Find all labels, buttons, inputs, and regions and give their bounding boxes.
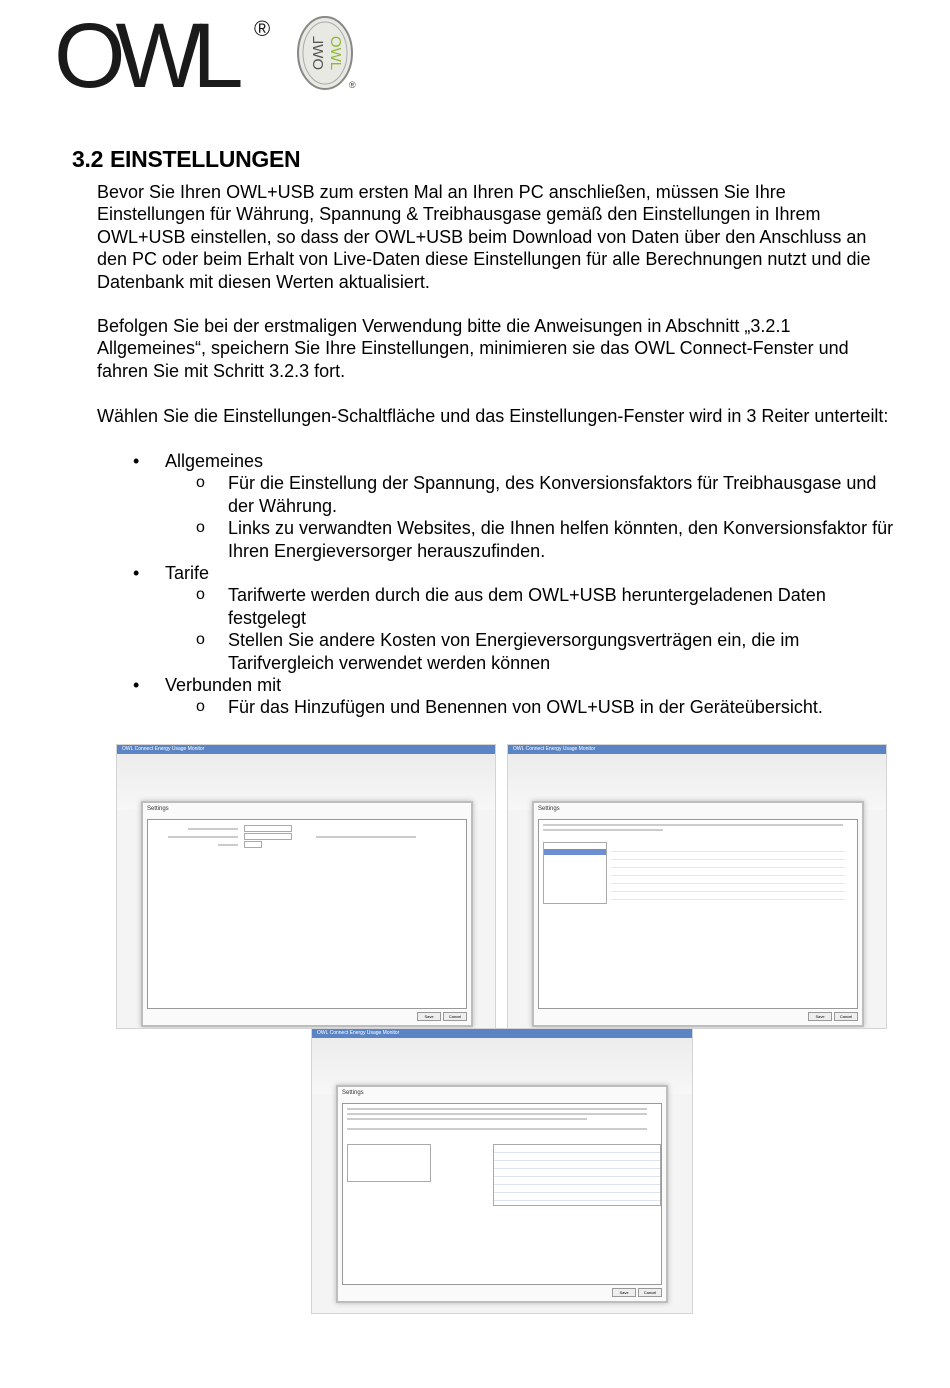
tab-panel — [147, 819, 467, 1009]
tab-list — [97, 450, 907, 719]
cancel-button[interactable]: Cancel — [638, 1288, 662, 1297]
badge-registered-mark: ® — [349, 80, 356, 90]
logo-wordmark: OWL — [54, 5, 234, 107]
tab-panel — [538, 819, 858, 1009]
paragraph-first-use: Befolgen Sie bei der erstmaligen Verwendung bitte die Anweisungen in Abschnitt „3.2.1 Allgemeines“, speichern Sie Ihre Einstellungen, minimieren sie das OWL Connect-Fenster und fahren Sie mit Schritt 3.2.3 fort. — [97, 316, 849, 381]
list-item-label: Allgemeines — [165, 451, 264, 471]
bullet-icon: • — [133, 563, 140, 584]
section-number: 3.2 — [72, 146, 104, 172]
screenshot-connected — [311, 1028, 693, 1314]
sub-item-text: Links zu verwandten Websites, die Ihnen helfen könnten, den Konversionsfaktor für Ihren Energieversorger herauszufinden. — [228, 518, 894, 561]
cancel-button[interactable]: Cancel — [834, 1012, 858, 1021]
section-title: EINSTELLUNGEN — [110, 146, 301, 172]
bullet-icon: • — [133, 675, 140, 696]
list-item — [97, 674, 907, 696]
screenshot-general — [116, 744, 496, 1029]
owl-logo — [52, 5, 362, 107]
save-button[interactable]: Save — [417, 1012, 441, 1021]
section-heading — [72, 146, 300, 173]
sub-item — [97, 696, 907, 718]
paragraph-tabs-intro: Wählen Sie die Einstellungen-Schaltfläche und das Einstellungen-Fenster wird in 3 Reiter unterteilt: — [97, 406, 889, 426]
save-button[interactable]: Save — [612, 1288, 636, 1297]
dialog-title: Settings — [147, 806, 169, 812]
dialog-title: Settings — [342, 1090, 364, 1096]
sub-item — [97, 472, 907, 517]
list-item — [97, 450, 907, 472]
sub-bullet-icon: o — [196, 631, 205, 649]
sub-item-text: Stellen Sie andere Kosten von Energieversorgungsverträgen ein, die im Tarifvergleich verwendet werden können — [228, 630, 800, 673]
sub-item-text: Für die Einstellung der Spannung, des Konversionsfaktors für Treibhausgase und der Währung. — [228, 473, 877, 516]
bullet-icon: • — [133, 451, 140, 471]
sub-bullet-icon: o — [196, 586, 205, 604]
sub-item — [97, 517, 907, 562]
sub-bullet-icon: o — [196, 519, 205, 537]
window-titlebar: OWL Connect Energy Usage Monitor — [312, 1029, 692, 1038]
sub-item-text: Tarifwerte werden durch die aus dem OWL+USB heruntergeladenen Daten festgelegt — [228, 585, 826, 628]
cancel-button[interactable]: Cancel — [443, 1012, 467, 1021]
svg-text:OWL: OWL — [327, 35, 344, 71]
sub-bullet-icon: o — [196, 474, 205, 492]
sub-item — [97, 629, 907, 674]
settings-dialog — [141, 801, 473, 1027]
settings-dialog — [336, 1085, 668, 1303]
tab-panel — [342, 1103, 662, 1285]
list-item-label: Tarife — [165, 563, 210, 584]
logo-registered-mark: ® — [254, 16, 271, 41]
save-button[interactable]: Save — [808, 1012, 832, 1021]
list-item-label: Verbunden mit — [165, 675, 282, 696]
svg-text:OWL: OWL — [309, 35, 326, 71]
dialog-title: Settings — [538, 806, 560, 812]
window-titlebar: OWL Connect Energy Usage Monitor — [508, 745, 886, 754]
sub-bullet-icon: o — [196, 698, 205, 716]
list-item — [97, 562, 907, 584]
owl-badge-icon — [296, 14, 354, 92]
settings-dialog — [532, 801, 864, 1027]
screenshot-tariffs — [507, 744, 887, 1029]
sub-item-text: Für das Hinzufügen und Benennen von OWL+USB in der Geräteübersicht. — [228, 697, 823, 718]
sub-item — [97, 584, 907, 629]
window-titlebar: OWL Connect Energy Usage Monitor — [117, 745, 495, 754]
paragraph-intro: Bevor Sie Ihren OWL+USB zum ersten Mal an Ihren PC anschließen, müssen Sie Ihre Einstellungen für Währung, Spannung & Treibhausgase gemäß den Einstellungen in Ihrem OWL+USB einstellen, so dass der OWL+USB beim Download von Daten über den Anschluss an den PC oder beim Erhalt von Live-Daten diese Einstellungen für alle Berechnungen nutzt und die Datenbank mit diesen Werten aktualisiert. — [97, 182, 871, 292]
